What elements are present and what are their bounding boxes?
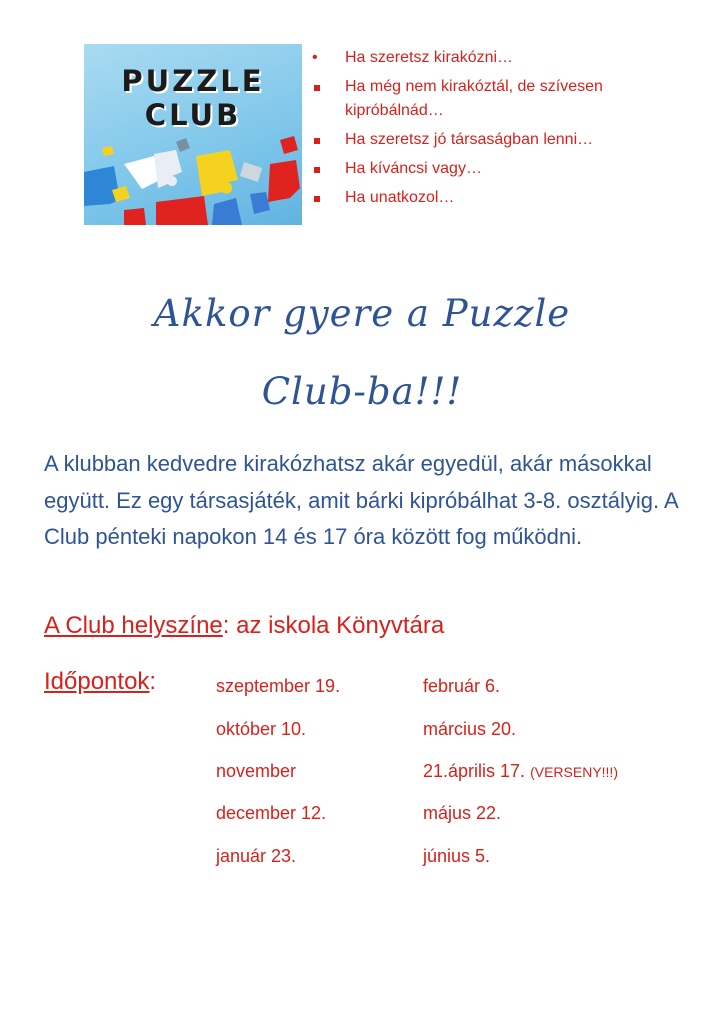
description-paragraph: A klubban kedvedre kirakózhatsz akár egyedül, akár másokkal együtt. Ez egy társasjáték, amit bárki kipróbálhat 3-8. osztályig. A Club pénteki napokon 14 és 17 óra között fog működni. — [44, 451, 678, 549]
date-item: december 12. — [216, 803, 327, 823]
dates-label-line — [44, 668, 156, 696]
list-item: Ha szeretsz jó társaságban lenni… — [310, 128, 690, 152]
dates-label: Időpontok — [44, 668, 150, 695]
date-item: március 20. — [423, 719, 517, 739]
headline-line2: Club-ba!!! — [261, 370, 463, 413]
competition-note: (VERSENY!!!) — [530, 764, 618, 780]
date-item: január 23. — [216, 846, 297, 866]
date-item: június 5. — [423, 846, 491, 866]
location-separator: : — [222, 612, 230, 639]
location-line — [44, 612, 444, 640]
puzzle-club-logo — [84, 44, 302, 225]
date-item: február 6. — [423, 676, 501, 696]
headline-line1: Akkor gyere a Puzzle — [153, 292, 571, 335]
list-item: • Ha szeretsz kirakózni… — [310, 46, 690, 70]
logo-title-line1: PUZZLE — [121, 64, 265, 98]
location-label: A Club helyszíne — [44, 612, 223, 639]
dates-label-separator: : — [149, 668, 157, 695]
date-item: május 22. — [423, 803, 502, 823]
date-item: október 10. — [216, 719, 307, 739]
date-item: 21.április 17. — [423, 761, 526, 781]
list-item: Ha kíváncsi vagy… — [310, 157, 690, 181]
date-item-with-note — [423, 761, 618, 782]
list-item: Ha unatkozol… — [310, 186, 690, 210]
location-value: az iskola Könyvtára — [229, 612, 445, 639]
date-item: szeptember 19. — [216, 676, 341, 696]
date-item: november — [216, 761, 297, 781]
list-item: Ha még nem kirakóztál, de szívesen kipróbálnád… — [310, 75, 690, 123]
logo-title-line2: CLUB — [144, 98, 242, 132]
intro-bullet-list — [310, 46, 690, 215]
